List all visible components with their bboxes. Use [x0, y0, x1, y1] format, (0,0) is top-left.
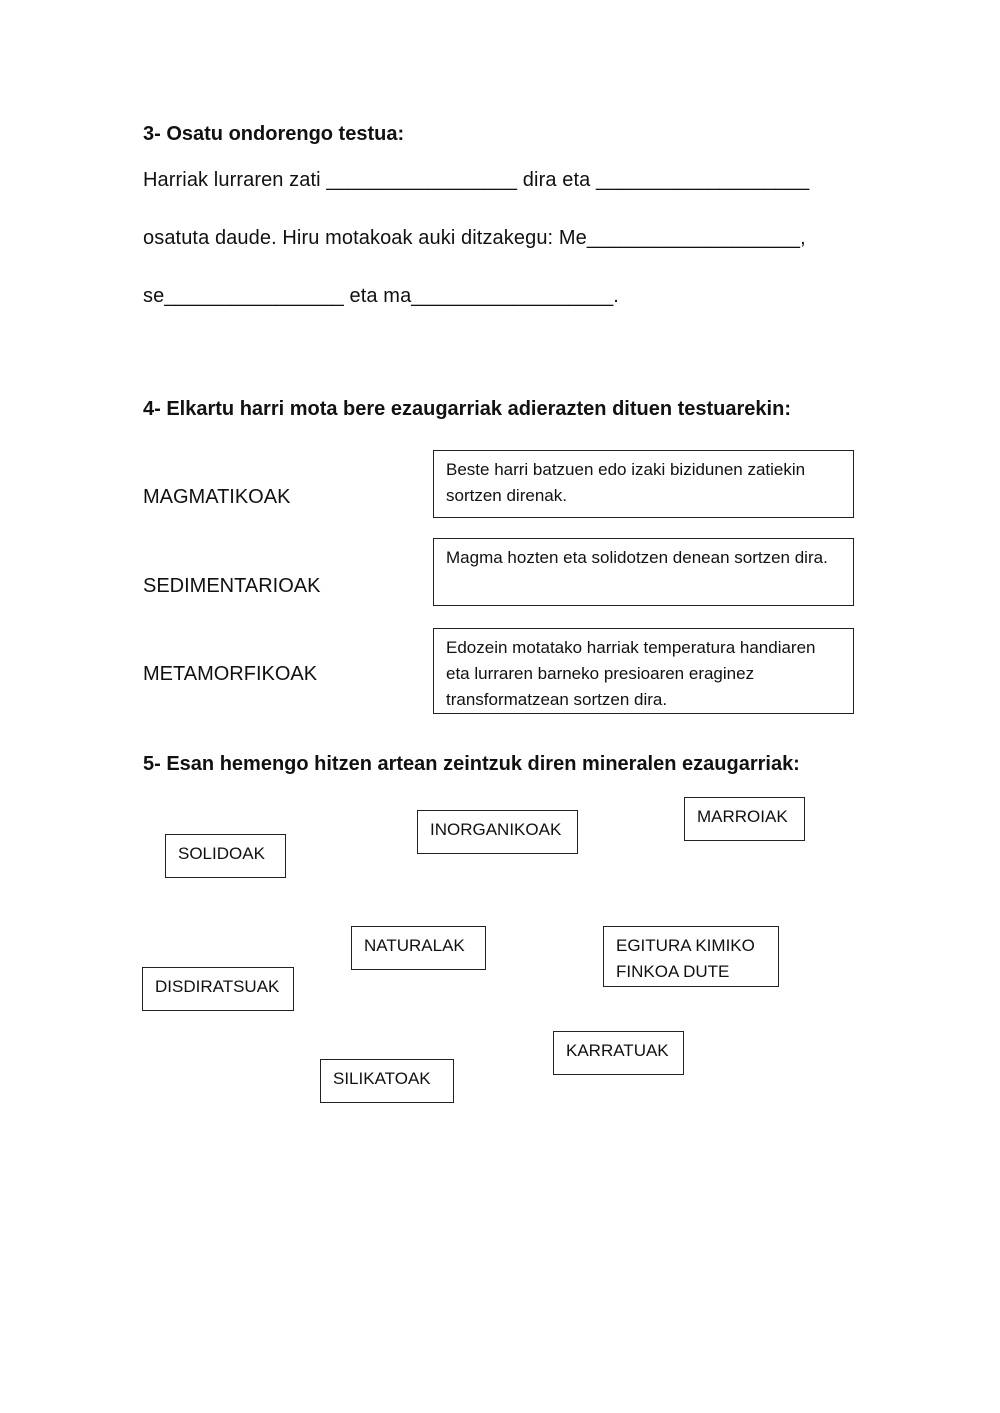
fill-in-line-2: osatuta daude. Hiru motakoak auki ditzakegu: Me___________________,: [143, 227, 806, 249]
description-text: Magma hozten eta solidotzen denean sortzen dira.: [446, 548, 828, 567]
rock-type-sedimentary[interactable]: SEDIMENTARIOAK: [143, 575, 321, 597]
description-box-1[interactable]: [433, 450, 854, 518]
rock-type-metamorphic[interactable]: METAMORFIKOAK: [143, 663, 318, 685]
word-box-silikatoak[interactable]: SILIKATOAK: [320, 1059, 454, 1103]
section-5-heading: 5- Esan hemengo hitzen artean zeintzuk diren mineralen ezaugarriak:: [143, 753, 800, 775]
rock-type-magmatic[interactable]: MAGMATIKOAK: [143, 486, 291, 508]
fill-in-line-3: se________________ eta ma__________________.: [143, 285, 619, 307]
word-box-marroiak[interactable]: MARROIAK: [684, 797, 805, 841]
word-box-disdiratsuak[interactable]: DISDIRATSUAK: [142, 967, 294, 1011]
word-box-egitura-kimiko[interactable]: EGITURA KIMIKO FINKOA DUTE: [603, 926, 779, 987]
description-text: Edozein motatako harriak temperatura handiaren eta lurraren barneko presioaren eraginez transformatzean sortzen dira.: [446, 638, 816, 709]
word-box-inorganikoak[interactable]: INORGANIKOAK: [417, 810, 578, 854]
description-box-3[interactable]: [433, 628, 854, 714]
fill-in-line-1: Harriak lurraren zati _________________ dira eta ___________________: [143, 169, 810, 191]
description-box-2[interactable]: [433, 538, 854, 606]
word-box-karratuak[interactable]: KARRATUAK: [553, 1031, 684, 1075]
word-box-naturalak[interactable]: NATURALAK: [351, 926, 486, 970]
description-text: Beste harri batzuen edo izaki bizidunen zatiekin sortzen direnak.: [446, 460, 806, 505]
section-4-heading: 4- Elkartu harri mota bere ezaugarriak adierazten dituen testuarekin:: [143, 398, 791, 420]
section-3-heading: 3- Osatu ondorengo testua:: [143, 123, 405, 145]
word-box-solidoak[interactable]: SOLIDOAK: [165, 834, 286, 878]
